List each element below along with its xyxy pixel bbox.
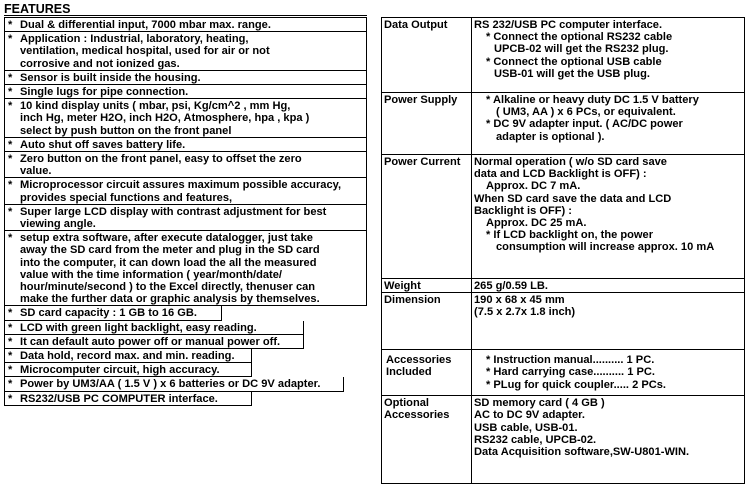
- spec-line: adapter is optional ).: [496, 130, 605, 143]
- feature-line: setup extra software, after execute datalogger, just take: [20, 232, 313, 245]
- feature-line: SD card capacity : 1 GB to 16 GB.: [20, 307, 197, 320]
- spec-line: RS 232/USB PC computer interface.: [474, 19, 663, 31]
- spec-row-power-current: [382, 155, 745, 279]
- feature-line: Single lugs for pipe connection.: [20, 86, 189, 99]
- feature-line: make the further data or graphic analysis by themselves.: [20, 293, 320, 306]
- feature-line: RS232/USB PC COMPUTER interface.: [20, 392, 218, 405]
- spec-label: Dimension: [382, 293, 472, 350]
- feature-line: viewing angle.: [20, 218, 96, 231]
- spec-line: Backlight is OFF) :: [474, 204, 573, 217]
- spec-label-line: Accessories: [386, 354, 452, 367]
- spec-line: * Alkaline or heavy duty DC 1.5 V battery: [486, 94, 699, 106]
- spec-line: (7.5 x 2.7x 1.8 inch): [474, 306, 576, 319]
- spec-line: 265 g/0.59 LB.: [474, 280, 548, 292]
- feature-item: [4, 71, 367, 85]
- feature-line: value with the time information ( year/month/date/: [20, 268, 282, 281]
- feature-item: [4, 392, 252, 406]
- feature-line: corrosive and not ionized gas.: [20, 57, 180, 70]
- feature-item: [4, 32, 367, 71]
- spec-label-line: Optional: [384, 397, 429, 410]
- spec-line: Approx. DC 25 mA.: [486, 217, 587, 230]
- spec-line: ( UM3, AA ) x 6 PCs, or equivalent.: [496, 106, 676, 119]
- spec-value: [472, 293, 745, 350]
- feature-line: Sensor is built inside the housing.: [20, 71, 201, 84]
- feature-line: ventilation, medical hospital, used for air or not: [20, 45, 270, 58]
- bullet-star: *: [8, 307, 13, 320]
- bullet-star: *: [8, 364, 13, 377]
- spec-line: Normal operation ( w/o SD card save: [474, 156, 667, 168]
- feature-item: [4, 17, 367, 32]
- spec-label: Weight: [382, 279, 472, 293]
- feature-line: Auto shut off saves battery life.: [20, 138, 186, 151]
- feature-item: [4, 85, 367, 99]
- spec-line: UPCB-02 will get the RS232 plug.: [494, 43, 669, 56]
- feature-line: value.: [20, 165, 52, 178]
- feature-item: [4, 99, 367, 138]
- spec-value: [472, 93, 745, 155]
- feature-item: [4, 138, 367, 152]
- spec-table: [381, 17, 745, 484]
- feature-line: Zero button on the front panel, easy to offset the zero: [20, 153, 302, 166]
- spec-label: [382, 350, 472, 396]
- features-title: FEATURES: [4, 2, 71, 16]
- feature-line: Power by UM3/AA ( 1.5 V ) x 6 batteries or DC 9V adapter.: [20, 378, 321, 391]
- feature-line: provides special functions and features,: [20, 191, 233, 204]
- spec-line: USB cable, USB-01.: [474, 421, 578, 434]
- spec-line: * Hard carrying case.......... 1 PC.: [486, 366, 655, 379]
- feature-line: away the SD card from the meter and plug in the SD card: [20, 244, 320, 257]
- feature-line: 10 kind display units ( mbar, psi, Kg/cm^2 , mm Hg,: [20, 100, 291, 113]
- bullet-star: *: [8, 86, 13, 99]
- spec-line: * PLug for quick coupler..... 2 PCs.: [486, 378, 667, 391]
- bullet-star: *: [8, 153, 13, 166]
- feature-item: [4, 377, 344, 391]
- bullet-star: *: [8, 33, 13, 46]
- spec-label: Power Current: [382, 155, 472, 279]
- feature-line: Microcomputer circuit, high accuracy.: [20, 364, 220, 377]
- spec-value: [472, 350, 745, 396]
- bullet-star: *: [8, 100, 13, 113]
- spec-line: When SD card save the data and LCD: [474, 192, 672, 205]
- spec-label-line: Accessories: [384, 409, 450, 422]
- spec-row-weight: [382, 279, 745, 293]
- feature-line: Super large LCD display with contrast adjustment for best: [20, 205, 327, 218]
- feature-item: [4, 231, 367, 306]
- feature-item: [4, 363, 252, 377]
- bullet-star: *: [8, 71, 13, 84]
- feature-line: Application : Industrial, laboratory, heating,: [20, 33, 249, 46]
- spec-row-dimension: [382, 293, 745, 350]
- feature-item: [4, 321, 304, 335]
- spec-line: * Instruction manual.......... 1 PC.: [486, 354, 655, 367]
- feature-line: It can default auto power off or manual power off.: [20, 335, 281, 348]
- feature-line: select by push button on the front panel: [20, 124, 232, 137]
- feature-line: into the computer, it can down load the all the measured: [20, 256, 317, 269]
- spec-line: AC to DC 9V adapter.: [474, 409, 585, 422]
- spec-label-line: Included: [386, 366, 432, 379]
- spec-label: Power Supply: [382, 93, 472, 155]
- bullet-star: *: [8, 205, 13, 218]
- spec-line: RS232 cable, UPCB-02.: [474, 433, 597, 446]
- spec-row-optional: [382, 396, 745, 484]
- features-list: [4, 17, 367, 406]
- spec-line: consumption will increase approx. 10 mA: [496, 241, 715, 254]
- spec-value: [472, 279, 745, 293]
- spec-label: [382, 396, 472, 484]
- feature-item: [4, 152, 367, 178]
- spec-line: 190 x 68 x 45 mm: [474, 294, 565, 307]
- title-underline: [4, 15, 367, 16]
- bullet-star: *: [8, 138, 13, 151]
- spec-row-power-supply: [382, 93, 745, 155]
- spec-value: [472, 396, 745, 484]
- feature-line: inch Hg, meter H2O, inch H2O, Atmosphere, hpa , kpa ): [20, 112, 310, 125]
- feature-line: Dual & differential input, 7000 mbar max. range.: [20, 19, 271, 31]
- bullet-star: *: [8, 378, 13, 391]
- spec-line: * If LCD backlight on, the power: [486, 229, 654, 242]
- spec-line: * Connect the optional RS232 cable: [486, 31, 673, 44]
- spec-line: * DC 9V adapter input. ( AC/DC power: [486, 118, 683, 131]
- spec-row-data-output: [382, 18, 745, 93]
- bullet-star: *: [8, 232, 13, 245]
- feature-item: [4, 306, 222, 320]
- feature-line: Microprocessor circuit assures maximum possible accuracy,: [20, 179, 342, 192]
- bullet-star: *: [8, 392, 13, 405]
- spec-line: Data Acquisition software,SW-U801-WIN.: [474, 446, 690, 459]
- spec-line: Approx. DC 7 mA.: [486, 180, 581, 193]
- spec-row-accessories: [382, 350, 745, 396]
- feature-line: hour/minute/second ) to the Excel directly, thenuser can: [20, 281, 316, 294]
- spec-value: [472, 155, 745, 279]
- feature-item: [4, 335, 304, 349]
- feature-item: [4, 178, 367, 204]
- bullet-star: *: [8, 321, 13, 334]
- feature-line: Data hold, record max. and min. reading.: [20, 350, 235, 363]
- spec-label: Data Output: [382, 18, 472, 93]
- spec-line: data and LCD Backlight is OFF) :: [474, 168, 647, 181]
- spec-line: USB-01 will get the USB plug.: [494, 67, 650, 80]
- bullet-star: *: [8, 19, 13, 31]
- feature-item: [4, 349, 252, 363]
- spec-line: * Connect the optional USB cable: [486, 55, 662, 68]
- bullet-star: *: [8, 179, 13, 192]
- feature-line: LCD with green light backlight, easy reading.: [20, 321, 257, 334]
- spec-line: SD memory card ( 4 GB ): [474, 397, 605, 410]
- bullet-star: *: [8, 350, 13, 363]
- spec-value: [472, 18, 745, 93]
- feature-item: [4, 205, 367, 231]
- bullet-star: *: [8, 335, 13, 348]
